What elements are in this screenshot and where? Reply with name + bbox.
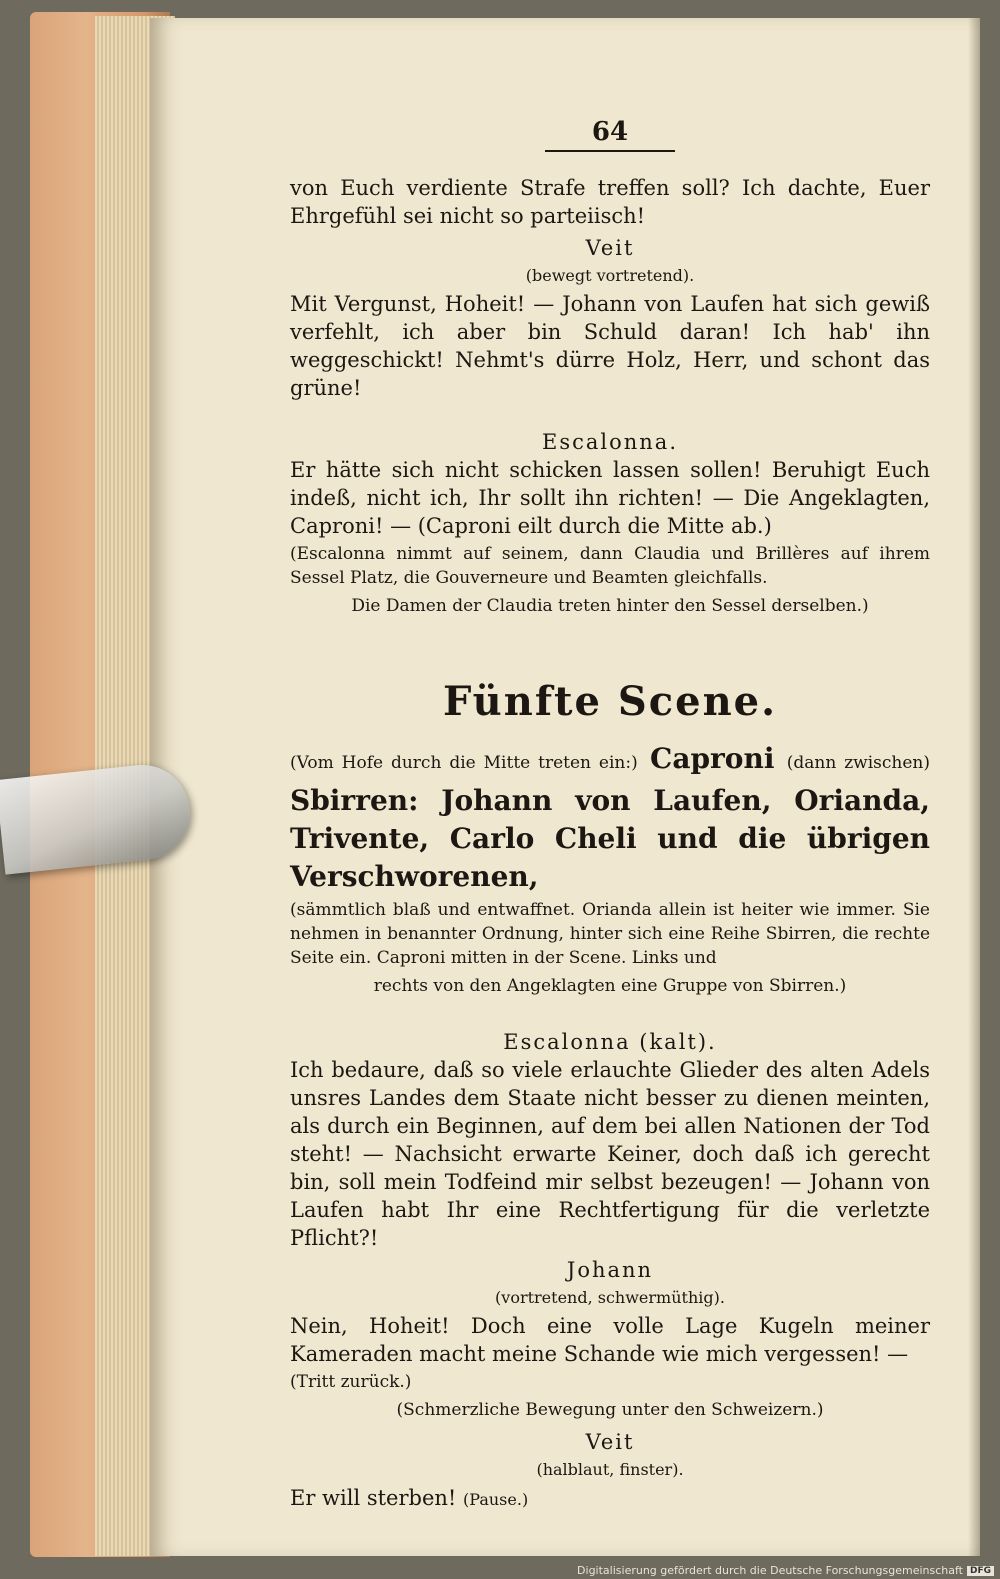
stage-direction: (Pause.)	[463, 1490, 529, 1509]
stage-direction: rechts von den Angeklagten eine Gruppe von Sbirren.)	[373, 976, 847, 996]
dialogue-paragraph: Mit Vergunst, Hoheit! — Johann von Laufen hat sich gewiß verfehlt, ich aber bin Schuld daran! Ich hab' ihn weggeschickt! Nehmt's dürre Holz, Herr, und schont das grüne!	[290, 292, 930, 400]
dialogue-paragraph: Er hätte sich nicht schicken lassen sollen! Beruhigt Euch indeß, nicht ich, Ihr sollt ihn richten! — Die Angeklagten, Caproni! — (Caproni eilt durch die Mitte ab.)	[290, 458, 930, 538]
spacer	[290, 1002, 930, 1024]
speaker-name: Johann	[566, 1258, 654, 1282]
stage-direction: (halblaut, finster).	[536, 1460, 684, 1479]
speaker-name: Escalonna (kalt).	[503, 1030, 717, 1054]
cast-list	[290, 740, 930, 896]
dialogue-paragraph	[290, 1484, 930, 1514]
book-page	[150, 18, 980, 1556]
page-number: 64	[591, 117, 629, 147]
stage-direction: (Escalonna nimmt auf seinem, dann Claudia und Brillères auf ihrem Sessel Platz, die Gouverneure und Beamten gleichfalls.	[290, 544, 930, 588]
stage-direction: (sämmtlich blaß und entwaffnet. Orianda allein ist heiter wie immer. Sie nehmen in benannter Ordnung, hinter sich eine Reihe Sbirren, die rechte Seite ein. Caproni mitten in der Scene. Links und	[290, 900, 930, 968]
dialogue-paragraph: Ich bedaure, daß so viele erlauchte Glieder des alten Adels unsres Landes dem Staate nicht besser zu dienen meinten, als durch ein Beginnen, auf dem bei allen Nationen der Tod steht! — Nachsicht erwarte Keiner, doch daß ich gerecht bin, soll mein Todfeind mir selbst bezeugen! — Johann von Laufen habt Ihr eine Rechtfertigung für die verletzte Pflicht?!	[290, 1058, 930, 1250]
footer-text: Digitalisierung gefördert durch die Deutsche Forschungsgemeinschaft	[577, 1564, 963, 1577]
dialogue-paragraph: von Euch verdiente Strafe treffen soll? Ich dachte, Euer Ehrgefühl sei nicht so parteiisch!	[290, 176, 930, 228]
stage-direction: Die Damen der Claudia treten hinter den Sessel derselben.)	[351, 596, 869, 616]
stage-direction: (vortretend, schwermüthig).	[495, 1288, 725, 1307]
cast-name: Caproni	[650, 742, 775, 775]
dialogue-line: Er will sterben!	[290, 1486, 457, 1510]
page-shadow	[968, 18, 980, 1556]
stage-direction: (bewegt vortretend).	[525, 266, 695, 285]
speaker-name: Veit	[585, 236, 635, 260]
speaker-name: Veit	[585, 1430, 635, 1454]
page-content	[290, 118, 930, 1514]
cast-note: (dann zwischen)	[786, 753, 931, 773]
dialogue-paragraph: Nein, Hoheit! Doch eine volle Lage Kugeln meiner Kameraden macht meine Schande wie mich vergessen! —	[290, 1314, 930, 1366]
stage-direction: (Tritt zurück.)	[290, 1372, 412, 1392]
stage-direction: (Schmerzliche Bewegung unter den Schweizern.)	[396, 1400, 824, 1420]
page-rule	[545, 150, 675, 152]
cast-main: Sbirren: Johann von Laufen, Orianda, Trivente, Carlo Cheli und die übrigen Verschworenen,	[290, 784, 930, 893]
speaker-name: Escalonna.	[542, 430, 678, 454]
spacer	[290, 402, 930, 424]
dfg-logo: DFG	[967, 1566, 994, 1576]
cast-intro: (Vom Hofe durch die Mitte treten ein:)	[290, 753, 638, 773]
scene-title: Fünfte Scene.	[442, 678, 778, 725]
footer	[577, 1564, 994, 1577]
